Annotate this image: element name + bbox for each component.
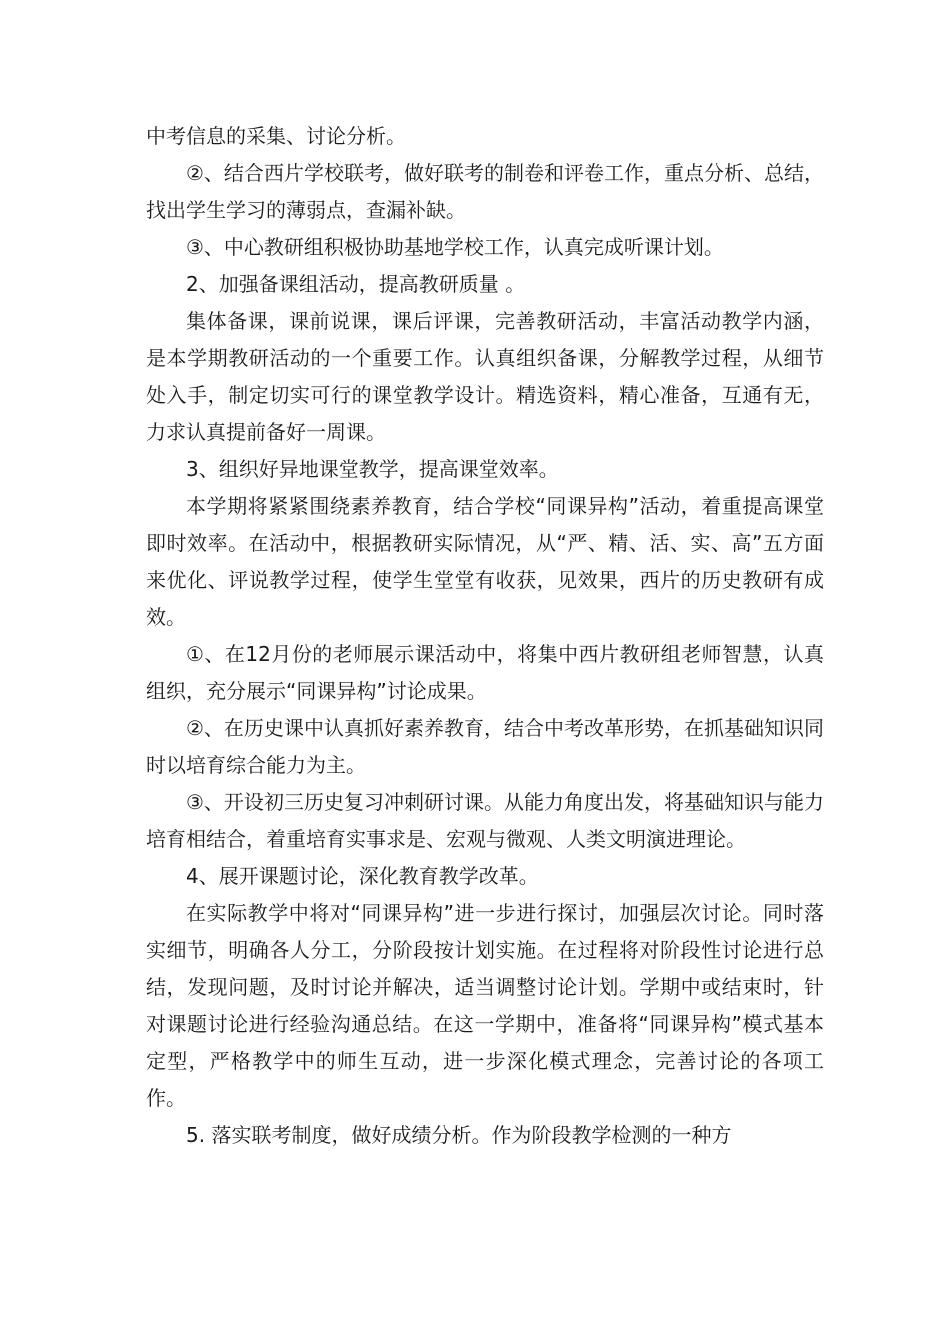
paragraph-item-3: ③、开设初三历史复习冲刺研讨课。从能力角度出发，将基础知识与能力培育相结合，着重培育实事求是、宏观与微观、人类文明演进理论。 xyxy=(146,790,824,851)
paragraph-item-1: ①、在12月份的老师展示课活动中，将集中西片教研组老师智慧，认真组织，充分展示“同课异构”讨论成果。 xyxy=(146,642,824,703)
section-heading-2: 2、加强备课组活动，提高教研质量 。 xyxy=(186,272,526,296)
section-heading-4: 4、展开课题讨论，深化教育教学改革。 xyxy=(186,864,539,888)
section-heading-3: 3、组织好异地课堂教学，提高课堂效率。 xyxy=(186,457,559,481)
paragraph-body: 在实际教学中将对“同课异构”进一步进行探讨，加强层次讨论。同时落实细节，明确各人分工，分阶段按计划实施。在过程将对阶段性讨论进行总结，发现问题，及时讨论并解决，适当调整讨论计划。学期中或结束时，针对课题讨论进行经验沟通总结。在这一学期中，准备将“同课异构”模式基本定型，严格教学中的师生互动，进一步深化模式理念，完善讨论的各项工作。 xyxy=(146,901,824,1110)
paragraph-body: 集体备课，课前说课，课后评课，完善教研活动，丰富活动教学内涵，是本学期教研活动的一个重要工作。认真组织备课，分解教学过程，从细节处入手，制定切实可行的课堂教学设计。精选资料，精心准备，互通有无，力求认真提前备好一周课。 xyxy=(146,309,824,444)
paragraph-item-2: ②、结合西片学校联考，做好联考的制卷和评卷工作，重点分析、总结，找出学生学习的薄弱点，查漏补缺。 xyxy=(146,161,824,222)
paragraph-item-3: ③、中心教研组积极协助基地学校工作，认真完成听课计划。 xyxy=(186,235,724,259)
paragraph-continuation: 中考信息的采集、讨论分析。 xyxy=(146,124,406,148)
section-heading-5: 5. 落实联考制度，做好成绩分析。作为阶段教学检测的一种方 xyxy=(186,1123,732,1147)
document-body xyxy=(146,118,824,1154)
paragraph-body: 本学期将紧紧围绕素养教育，结合学校“同课异构”活动，着重提高课堂即时效率。在活动中，根据教研实际情况，从“严、精、活、实、高”五方面来优化、评说教学过程，使学生堂堂有收获，见效果，西片的历史教研有成效。 xyxy=(146,494,824,629)
paragraph-item-2: ②、在历史课中认真抓好素养教育，结合中考改革形势，在抓基础知识同时以培育综合能力为主。 xyxy=(146,716,824,777)
